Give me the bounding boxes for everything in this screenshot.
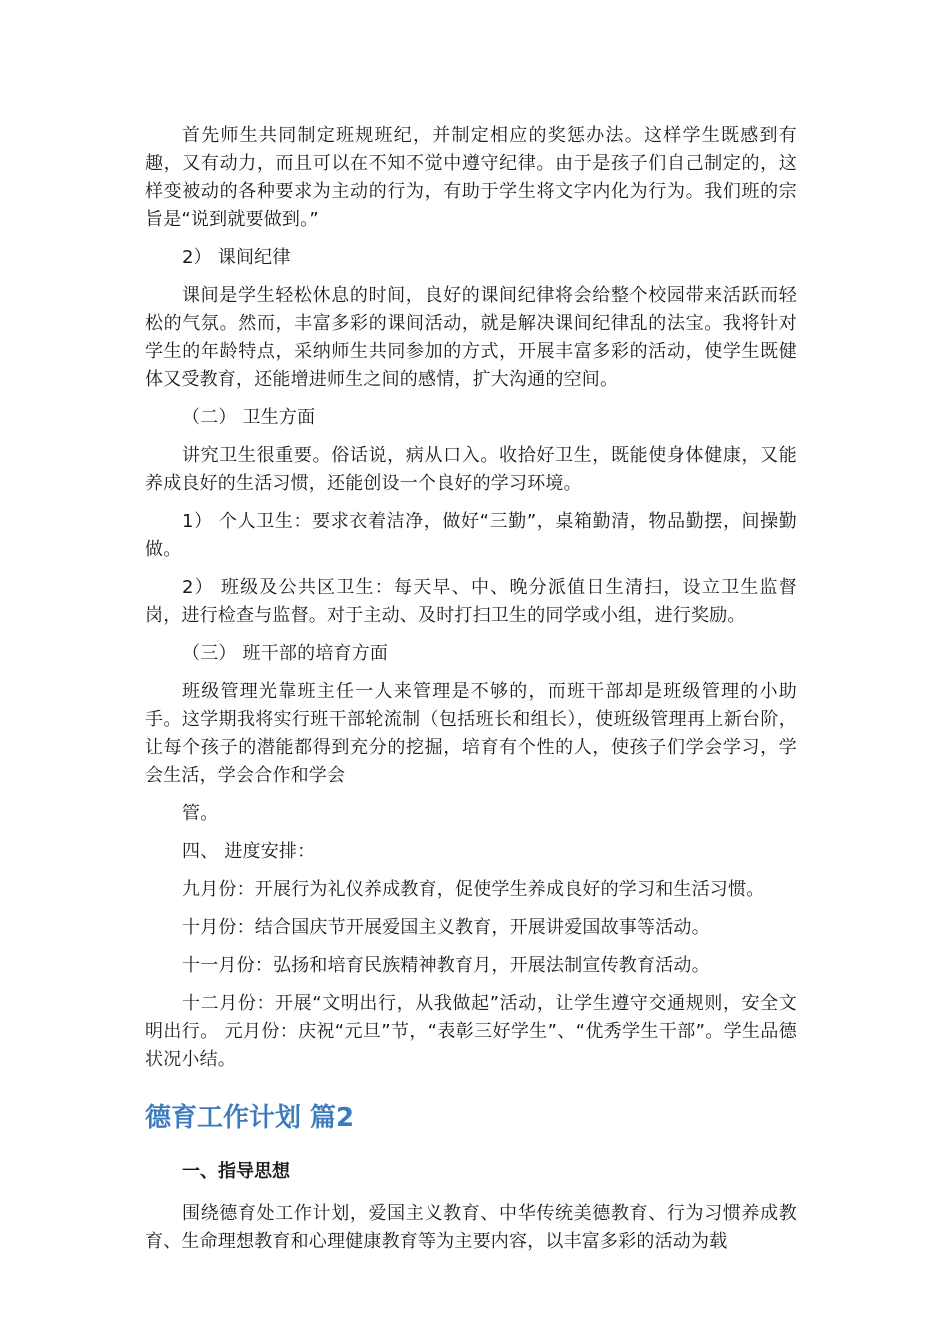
document-body	[145, 122, 797, 1266]
paragraph-break-discipline: 课间是学生轻松休息的时间，良好的课间纪律将会给整个校园带来活跃而轻松的气氛。然而，丰富多彩的课间活动，就是解决课间纪律乱的法宝。我将针对学生的年龄特点，采纳师生共同参加的方式，开展丰富多彩的活动，使学生既健体又受教育，还能增进师生之间的感情，扩大沟通的空间。	[145, 285, 797, 390]
section-hygiene: （二） 卫生方面	[182, 407, 316, 428]
item-break-discipline: 2） 课间纪律	[182, 247, 291, 268]
item-personal-hygiene: 1） 个人卫生：要求衣着洁净，做好“三勤”，桌箱勤清，物品勤摆，间操勤做。	[145, 511, 797, 560]
section-class-cadres: （三） 班干部的培育方面	[182, 643, 389, 664]
schedule-october: 十月份：结合国庆节开展爱国主义教育，开展讲爱国故事等活动。	[182, 917, 710, 938]
section-title: 德育工作计划 篇2	[145, 1103, 355, 1133]
section-schedule: 四、 进度安排：	[182, 841, 316, 862]
item-public-hygiene: 2） 班级及公共区卫生：每天早、中、晚分派值日生清扫，设立卫生监督岗，进行检查与监督。对于主动、及时打扫卫生的同学或小组，进行奖励。	[145, 577, 797, 626]
subheading-guiding-thought: 一、指导思想	[182, 1161, 290, 1182]
paragraph-class-cadres: 班级管理光靠班主任一人来管理是不够的，而班干部却是班级管理的小助手。这学期我将实行班干部轮流制（包括班长和组长），使班级管理再上新台阶，让每个孩子的潜能都得到充分的挖掘，培育有个性的人，使孩子们学会学习，学会生活，学会合作和学会	[145, 681, 797, 786]
paragraph-class-rules: 首先师生共同制定班规班纪，并制定相应的奖惩办法。这样学生既感到有趣，又有动力，而且可以在不知不觉中遵守纪律。由于是孩子们自己制定的，这样变被动的各种要求为主动的行为，有助于学生将文字内化为行为。我们班的宗旨是“说到就要做到。”	[145, 125, 797, 230]
schedule-november: 十一月份：弘扬和培育民族精神教育月，开展法制宣传教育活动。	[182, 955, 710, 976]
schedule-september: 九月份：开展行为礼仪养成教育，促使学生养成良好的学习和生活习惯。	[182, 879, 765, 900]
paragraph-guiding-thought: 围绕德育处工作计划，爱国主义教育、中华传统美德教育、行为习惯养成教育、生命理想教育和心理健康教育等为主要内容，以丰富多彩的活动为载	[145, 1203, 797, 1252]
paragraph-fragment: 管。	[182, 803, 219, 824]
paragraph-hygiene: 讲究卫生很重要。俗话说，病从口入。收拾好卫生，既能使身体健康，又能养成良好的生活习惯，还能创设一个良好的学习环境。	[145, 445, 797, 494]
schedule-december-january: 十二月份：开展“文明出行，从我做起”活动，让学生遵守交通规则，安全文明出行。 元月份：庆祝“元旦”节，“表彰三好学生”、“优秀学生干部”。学生品德状况小结。	[145, 993, 797, 1070]
